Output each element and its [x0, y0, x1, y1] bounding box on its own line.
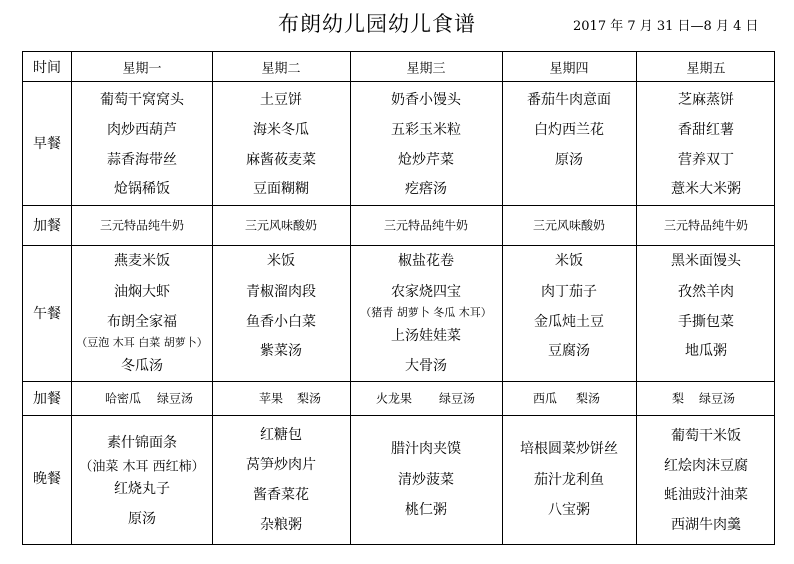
dinner-item: 八宝粥 — [548, 502, 590, 518]
snack-item: 绿豆汤 — [698, 391, 736, 406]
dinner-item: 酱香菜花 — [253, 487, 309, 503]
lunch-item: 豆腐汤 — [548, 343, 590, 359]
lunch-item: 地瓜粥 — [685, 343, 727, 359]
breakfast-item: 麻酱莜麦菜 — [246, 152, 316, 168]
breakfast-item: 番茄牛肉意面 — [527, 92, 611, 108]
lunch-item: 油焖大虾 — [114, 284, 170, 300]
lunch-item: 米饭 — [267, 253, 295, 269]
dinner-note: （油菜 木耳 西红柿） — [79, 459, 205, 475]
snack-item: 绿豆汤 — [156, 391, 194, 406]
dinner-item: 蚝油豉汁油菜 — [664, 487, 748, 503]
breakfast-item: 炝锅稀饭 — [114, 181, 170, 197]
lunch-item: 紫菜汤 — [260, 343, 302, 359]
breakfast-item: 炝炒芹菜 — [398, 152, 454, 168]
lunch-item: 燕麦米饭 — [114, 253, 170, 269]
breakfast-item: 肉炒西葫芦 — [107, 122, 177, 138]
col-divider — [350, 52, 351, 544]
page-title: 布朗幼儿园幼儿食谱 — [278, 12, 476, 36]
row-label-lunch: 午餐 — [33, 306, 61, 322]
snack-item: 梨汤 — [296, 391, 322, 406]
row-label-snack: 加餐 — [33, 391, 61, 407]
dinner-item: 清炒菠菜 — [398, 472, 454, 488]
col-divider — [212, 52, 213, 544]
dinner-item: 桃仁粥 — [405, 502, 447, 518]
breakfast-item: 芝麻蒸饼 — [678, 92, 734, 108]
dinner-item: 茄汁龙利鱼 — [534, 472, 604, 488]
lunch-item: 布朗全家福 — [107, 314, 177, 330]
date-range: 2017 年 7 月 31 日—8 月 4 日 — [573, 19, 759, 34]
lunch-item: 金瓜炖土豆 — [534, 314, 604, 330]
lunch-item: 大骨汤 — [405, 358, 447, 374]
snack-item: 三元风味酸奶 — [244, 218, 318, 233]
snack-item: 火龙果 — [375, 391, 413, 406]
row-divider — [23, 381, 774, 382]
breakfast-item: 豆面糊糊 — [253, 181, 309, 197]
day-header-tue: 星期二 — [261, 61, 301, 77]
row-label-breakfast: 早餐 — [33, 136, 61, 152]
breakfast-item: 蒜香海带丝 — [107, 152, 177, 168]
lunch-item: 肉丁茄子 — [541, 284, 597, 300]
lunch-item: 椒盐花卷 — [398, 253, 454, 269]
snack-item: 苹果 — [258, 391, 284, 406]
dinner-item: 红烩肉沫豆腐 — [664, 458, 748, 474]
dinner-item: 素什锦面条 — [107, 435, 177, 451]
lunch-item: 上汤娃娃菜 — [391, 328, 461, 344]
menu-table — [22, 51, 775, 545]
snack-item: 哈密瓜 — [104, 391, 142, 406]
row-label-snack: 加餐 — [33, 218, 61, 234]
col-divider — [502, 52, 503, 544]
breakfast-item: 奶香小馒头 — [391, 92, 461, 108]
dinner-item: 腊汁肉夹馍 — [391, 441, 461, 457]
breakfast-item: 土豆饼 — [260, 92, 302, 108]
breakfast-item: 薏米大米粥 — [671, 181, 741, 197]
col-divider — [71, 52, 72, 544]
snack-item: 三元特品纯牛奶 — [99, 218, 185, 233]
snack-item: 三元风味酸奶 — [532, 218, 606, 233]
snack-item: 三元特品纯牛奶 — [383, 218, 469, 233]
dinner-item: 红糖包 — [260, 427, 302, 443]
row-divider — [23, 205, 774, 206]
snack-item: 西瓜 — [532, 391, 558, 406]
dinner-item: 莴笋炒肉片 — [246, 457, 316, 473]
lunch-item: 青椒溜肉段 — [246, 284, 316, 300]
dinner-item: 西湖牛肉羹 — [671, 517, 741, 533]
day-header-thu: 星期四 — [549, 61, 589, 77]
time-header: 时间 — [33, 60, 61, 76]
row-label-dinner: 晚餐 — [33, 471, 61, 487]
dinner-item: 培根圆菜炒饼丝 — [520, 441, 618, 457]
row-divider — [23, 81, 774, 82]
breakfast-item: 海米冬瓜 — [253, 122, 309, 138]
snack-item: 梨汤 — [575, 391, 601, 406]
day-header-mon: 星期一 — [122, 61, 162, 77]
lunch-item: 手撕包菜 — [678, 314, 734, 330]
dinner-item: 葡萄干米饭 — [671, 428, 741, 444]
snack-item: 三元特品纯牛奶 — [663, 218, 749, 233]
day-header-fri: 星期五 — [686, 61, 726, 77]
row-divider — [23, 245, 774, 246]
lunch-item: 农家烧四宝 — [391, 284, 461, 300]
snack-item: 绿豆汤 — [438, 391, 476, 406]
lunch-note: （猪青 胡萝卜 冬瓜 木耳） — [360, 306, 492, 319]
day-header-wed: 星期三 — [406, 61, 446, 77]
breakfast-item: 葡萄干窝窝头 — [100, 92, 184, 108]
lunch-item: 黑米面馒头 — [671, 253, 741, 269]
breakfast-item: 五彩玉米粒 — [391, 122, 461, 138]
dinner-item: 原汤 — [128, 511, 156, 527]
lunch-item: 孜然羊肉 — [678, 284, 734, 300]
dinner-item: 杂粮粥 — [260, 517, 302, 533]
lunch-item: 冬瓜汤 — [121, 358, 163, 374]
breakfast-item: 原汤 — [555, 152, 583, 168]
col-divider — [636, 52, 637, 544]
lunch-item: 鱼香小白菜 — [246, 314, 316, 330]
dinner-item: 红烧丸子 — [114, 481, 170, 497]
breakfast-item: 营养双丁 — [678, 152, 734, 168]
row-divider — [23, 415, 774, 416]
lunch-item: 米饭 — [555, 253, 583, 269]
snack-item: 梨 — [671, 391, 685, 406]
breakfast-item: 香甜红薯 — [678, 122, 734, 138]
breakfast-item: 白灼西兰花 — [534, 122, 604, 138]
breakfast-item: 疙瘩汤 — [405, 181, 447, 197]
lunch-note: （豆泡 木耳 白菜 胡萝卜） — [76, 336, 208, 349]
